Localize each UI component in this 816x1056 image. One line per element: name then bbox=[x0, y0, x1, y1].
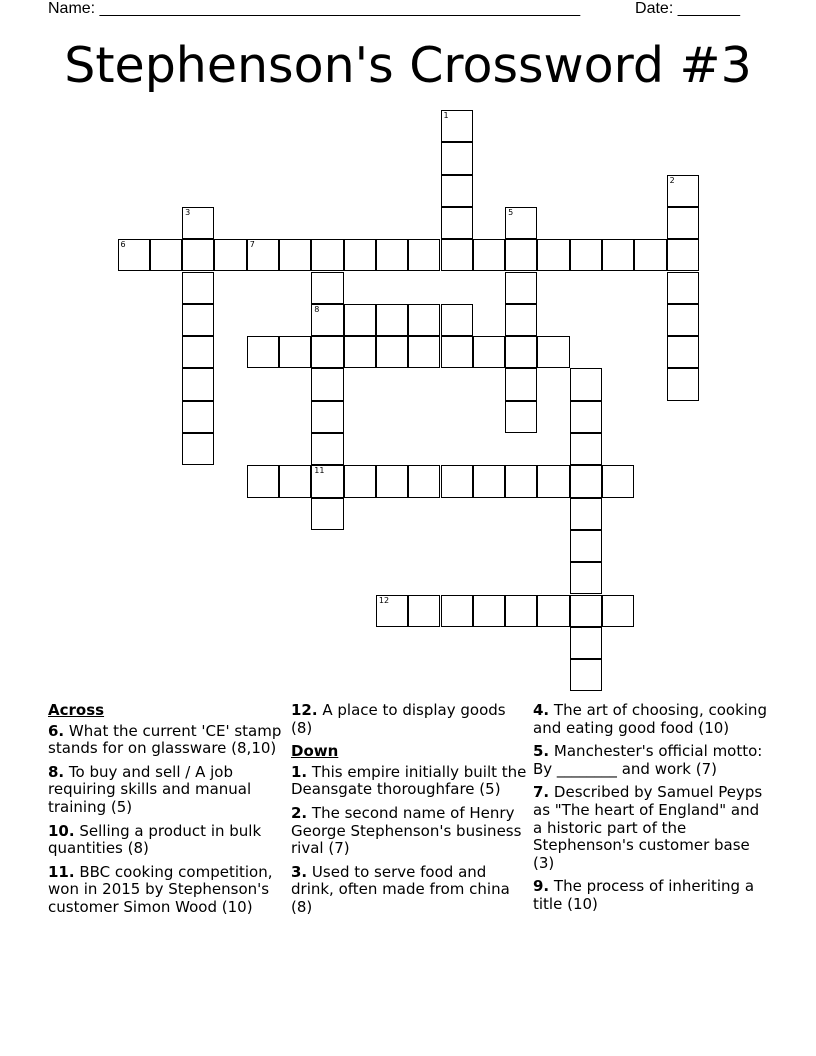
grid-cell[interactable] bbox=[408, 336, 440, 368]
grid-cell[interactable] bbox=[182, 272, 214, 304]
grid-cell[interactable] bbox=[537, 465, 569, 497]
page-title: Stephenson's Crossword #3 bbox=[64, 37, 752, 94]
clue-down-7: 7. Described by Samuel Peyps as "The heart of England" and a historic part of the Stephenson's customer base (3) bbox=[533, 783, 763, 872]
grid-cell[interactable] bbox=[441, 207, 473, 239]
grid-cell[interactable] bbox=[602, 465, 634, 497]
grid-cell[interactable] bbox=[505, 272, 537, 304]
grid-cell[interactable] bbox=[505, 207, 537, 239]
across-heading: Across bbox=[48, 701, 105, 719]
grid-cell[interactable] bbox=[667, 239, 699, 271]
clue-number: 7 bbox=[249, 240, 255, 250]
clues-column-3 bbox=[533, 702, 769, 920]
grid-cell[interactable] bbox=[279, 239, 311, 271]
grid-cell[interactable] bbox=[570, 368, 602, 400]
grid-cell[interactable] bbox=[279, 336, 311, 368]
grid-cell[interactable] bbox=[570, 433, 602, 465]
grid-cell[interactable] bbox=[570, 239, 602, 271]
clue-down-5: 5. Manchester's official motto: By ________ and work (7) bbox=[533, 742, 763, 778]
clue-down-4: 4. The art of choosing, cooking and eating good food (10) bbox=[533, 701, 767, 737]
grid-cell[interactable] bbox=[376, 465, 408, 497]
grid-cell[interactable] bbox=[311, 368, 343, 400]
grid-cell[interactable] bbox=[311, 498, 343, 530]
grid-cell[interactable] bbox=[570, 562, 602, 594]
grid-cell[interactable] bbox=[441, 595, 473, 627]
grid-cell[interactable] bbox=[570, 659, 602, 691]
grid-cell[interactable] bbox=[441, 336, 473, 368]
clue-down-2: 2. The second name of Henry George Stephenson's business rival (7) bbox=[291, 803, 522, 858]
grid-cell[interactable] bbox=[376, 595, 408, 627]
clues-column-2 bbox=[291, 702, 527, 923]
grid-cell[interactable] bbox=[344, 336, 376, 368]
clue-across-12: 12. A place to display goods (8) bbox=[291, 701, 506, 737]
name-line: Name: ______________________________________________________ bbox=[48, 0, 581, 17]
grid-cell[interactable] bbox=[570, 595, 602, 627]
grid-cell[interactable] bbox=[505, 595, 537, 627]
grid-cell[interactable] bbox=[376, 239, 408, 271]
grid-cell[interactable] bbox=[667, 304, 699, 336]
grid-cell[interactable] bbox=[182, 433, 214, 465]
grid-cell[interactable] bbox=[214, 239, 246, 271]
grid-cell[interactable] bbox=[279, 465, 311, 497]
grid-cell[interactable] bbox=[667, 336, 699, 368]
grid-cell[interactable] bbox=[441, 465, 473, 497]
grid-cell[interactable] bbox=[441, 239, 473, 271]
grid-cell[interactable] bbox=[505, 304, 537, 336]
clue-number: 12 bbox=[378, 595, 390, 605]
grid-cell[interactable] bbox=[344, 465, 376, 497]
grid-cell[interactable] bbox=[667, 207, 699, 239]
grid-cell[interactable] bbox=[247, 465, 279, 497]
grid-cell[interactable] bbox=[667, 175, 699, 207]
grid-cell[interactable] bbox=[505, 239, 537, 271]
grid-cell[interactable] bbox=[505, 465, 537, 497]
clue-down-3: 3. Used to serve food and drink, often made from china (8) bbox=[291, 862, 510, 916]
grid-cell[interactable] bbox=[408, 239, 440, 271]
grid-cell[interactable] bbox=[182, 304, 214, 336]
grid-cell[interactable] bbox=[344, 239, 376, 271]
clue-down-1: 1. This empire initially built the Deansgate thoroughfare (5) bbox=[291, 762, 527, 799]
grid-cell[interactable] bbox=[408, 465, 440, 497]
date-line: Date: _______ bbox=[635, 0, 740, 17]
grid-cell[interactable] bbox=[311, 272, 343, 304]
grid-cell[interactable] bbox=[473, 336, 505, 368]
grid-cell[interactable] bbox=[182, 207, 214, 239]
grid-cell[interactable] bbox=[570, 498, 602, 530]
grid-cell[interactable] bbox=[505, 401, 537, 433]
grid-cell[interactable] bbox=[376, 336, 408, 368]
grid-cell[interactable] bbox=[311, 304, 343, 336]
clue-number: 6 bbox=[120, 240, 126, 250]
grid-cell[interactable] bbox=[311, 239, 343, 271]
grid-cell[interactable] bbox=[441, 142, 473, 174]
grid-cell[interactable] bbox=[182, 239, 214, 271]
grid-cell[interactable] bbox=[441, 110, 473, 142]
grid-cell[interactable] bbox=[441, 304, 473, 336]
grid-cell[interactable] bbox=[408, 304, 440, 336]
clue-across-6: 6. What the current 'CE' stamp stands for on glassware (8,10) bbox=[48, 721, 282, 758]
clue-across-8: 8. To buy and sell / A job requiring skills and manual training (5) bbox=[48, 762, 252, 816]
grid-cell[interactable] bbox=[634, 239, 666, 271]
grid-cell[interactable] bbox=[311, 465, 343, 497]
clue-number: 5 bbox=[508, 207, 514, 217]
clue-down-9: 9. The process of inheriting a title (10) bbox=[533, 877, 755, 913]
grid-cell[interactable] bbox=[570, 465, 602, 497]
clue-number: 8 bbox=[314, 304, 320, 314]
grid-cell[interactable] bbox=[473, 595, 505, 627]
grid-cell[interactable] bbox=[473, 239, 505, 271]
clue-number: 2 bbox=[669, 175, 675, 185]
grid-cell[interactable] bbox=[182, 336, 214, 368]
clue-number: 1 bbox=[443, 111, 449, 120]
grid-cell[interactable] bbox=[537, 336, 569, 368]
grid-cell[interactable] bbox=[344, 304, 376, 336]
grid-cell[interactable] bbox=[570, 401, 602, 433]
clue-number: 3 bbox=[185, 207, 191, 217]
grid-cell[interactable] bbox=[247, 239, 279, 271]
grid-cell[interactable] bbox=[570, 530, 602, 562]
grid-cell[interactable] bbox=[247, 336, 279, 368]
grid-cell[interactable] bbox=[376, 304, 408, 336]
grid-cell[interactable] bbox=[311, 433, 343, 465]
grid-cell[interactable] bbox=[505, 336, 537, 368]
clue-across-10: 10. Selling a product in bulk quantities (8) bbox=[48, 821, 262, 858]
grid-cell[interactable] bbox=[570, 627, 602, 659]
grid-cell[interactable] bbox=[441, 175, 473, 207]
grid-cell[interactable] bbox=[311, 336, 343, 368]
grid-cell[interactable] bbox=[118, 239, 150, 271]
grid-cell[interactable] bbox=[473, 465, 505, 497]
grid-cell[interactable] bbox=[602, 595, 634, 627]
clue-number: 11 bbox=[314, 466, 325, 476]
grid-cell[interactable] bbox=[537, 239, 569, 271]
grid-cell[interactable] bbox=[182, 401, 214, 433]
grid-cell[interactable] bbox=[505, 368, 537, 400]
grid-cell[interactable] bbox=[667, 368, 699, 400]
grid-cell[interactable] bbox=[602, 239, 634, 271]
grid-cell[interactable] bbox=[150, 239, 182, 271]
clues-column-1 bbox=[48, 702, 284, 923]
down-heading: Down bbox=[291, 742, 339, 761]
grid-cell[interactable] bbox=[182, 368, 214, 400]
grid-cell[interactable] bbox=[408, 595, 440, 627]
grid-cell[interactable] bbox=[311, 401, 343, 433]
grid-cell[interactable] bbox=[667, 272, 699, 304]
clue-across-11: 11. BBC cooking competition, won in 2015 by Stephenson's customer Simon Wood (10) bbox=[48, 862, 273, 916]
grid-cell[interactable] bbox=[537, 595, 569, 627]
